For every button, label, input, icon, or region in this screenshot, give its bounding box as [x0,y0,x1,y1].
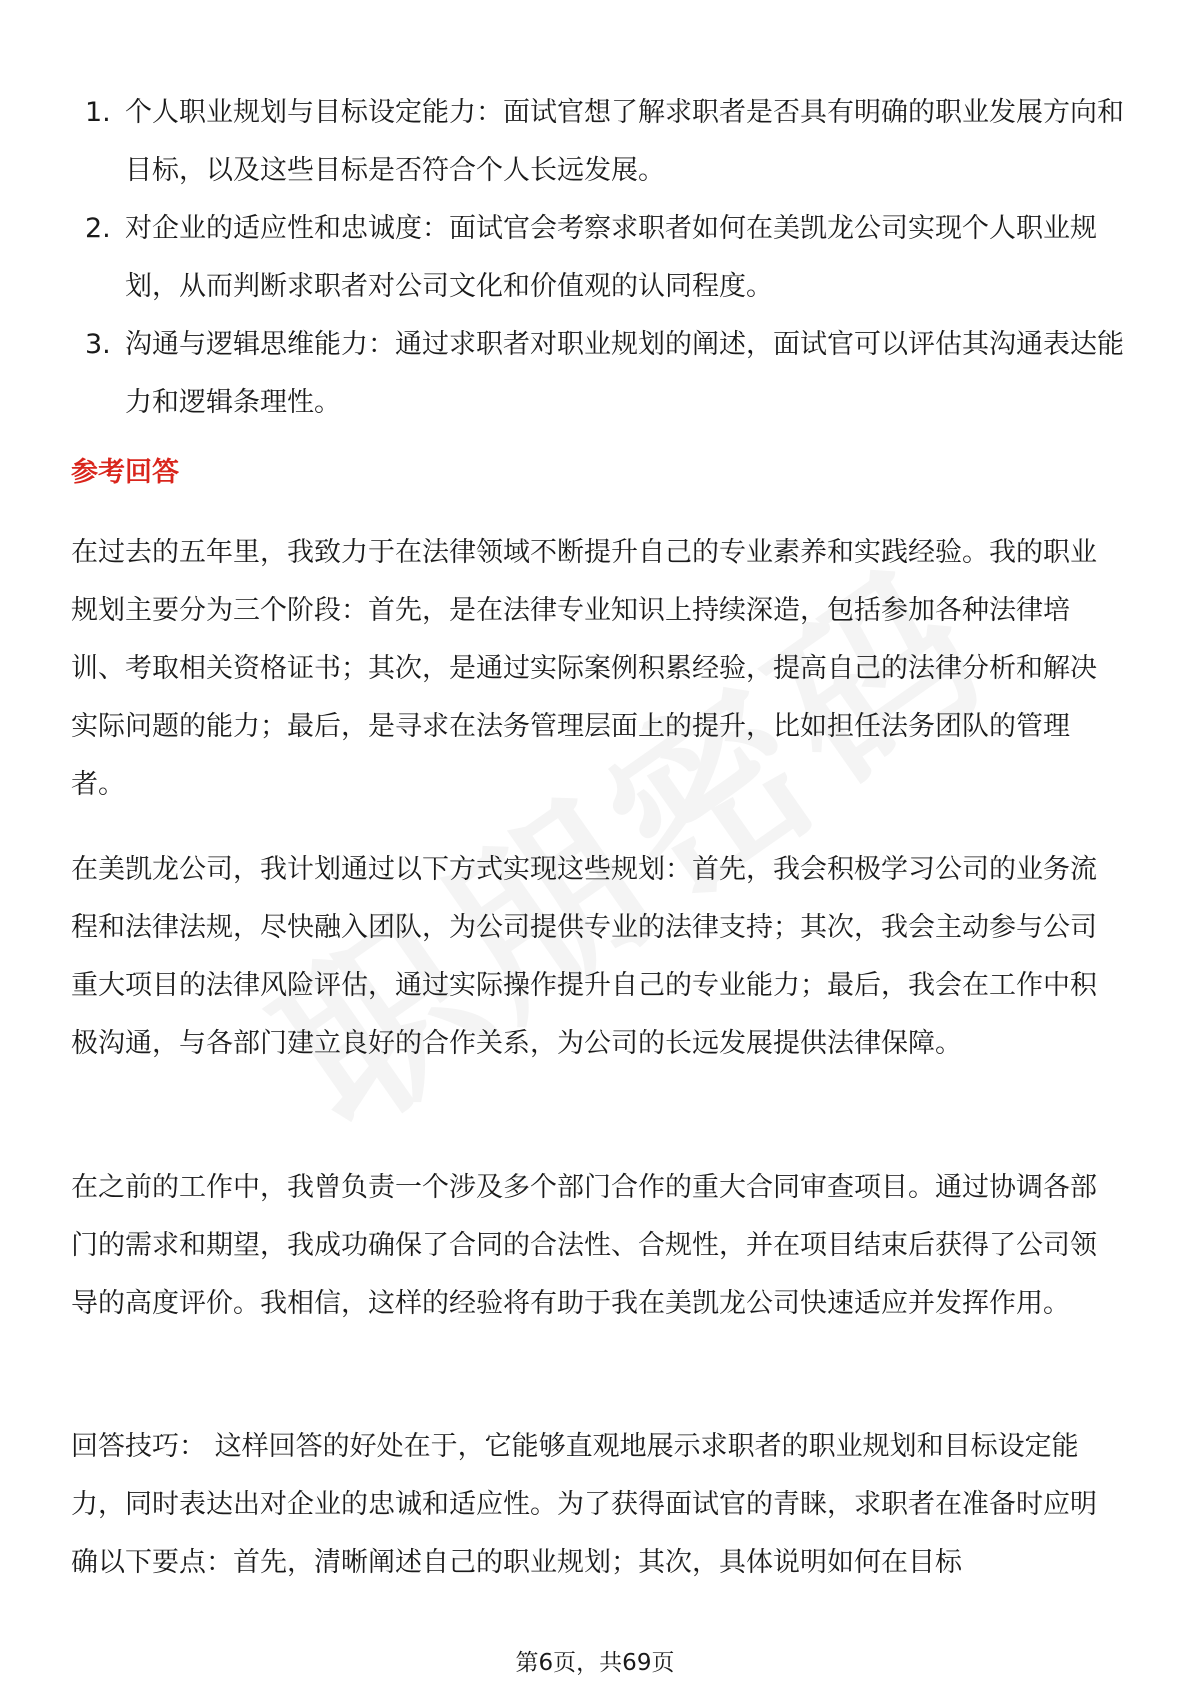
list-item-text: 个人职业规划与目标设定能力：面试官想了解求职者是否具有明确的职业发展方向和目标，以及这些目标是否符合个人长远发展。 [125,97,1124,186]
page-number: 第6页，共69页 [515,1650,675,1676]
list-item-number: 1. [85,97,111,128]
list-item-number: 3. [85,329,111,360]
list-item-text: 对企业的适应性和忠诚度：面试官会考察求职者如何在美凯龙公司实现个人职业规划，从而判断求职者对公司文化和价值观的认同程度。 [125,213,1097,302]
section-title: 参考回答 [71,457,179,488]
answer-paragraph: 在之前的工作中，我曾负责一个涉及多个部门合作的重大合同审查项目。通过协调各部门的需求和期望，我成功确保了合同的合法性、合规性，并在项目结束后获得了公司领导的高度评价。我相信，这样的经验将有助于我在美凯龙公司快速适应并发挥作用。 [71,1172,1097,1319]
list-item [85,84,1125,200]
answer-paragraph: 在过去的五年里，我致力于在法律领域不断提升自己的专业素养和实践经验。我的职业规划主要分为三个阶段：首先，是在法律专业知识上持续深造，包括参加各种法律培训、考取相关资格证书；其次，是通过实际案例积累经验，提高自己的法律分析和解决实际问题的能力；最后，是寻求在法务管理层面上的提升，比如担任法务团队的管理者。 [71,537,1097,800]
list-item [85,200,1125,316]
answer-paragraph: 在美凯龙公司，我计划通过以下方式实现这些规划：首先，我会积极学习公司的业务流程和法律法规，尽快融入团队，为公司提供专业的法律支持；其次，我会主动参与公司重大项目的法律风险评估，通过实际操作提升自己的专业能力；最后，我会在工作中积极沟通，与各部门建立良好的合作关系，为公司的长远发展提供法律保障。 [71,854,1097,1059]
numbered-list [85,84,1125,432]
list-item [85,316,1125,432]
list-item-text: 沟通与逻辑思维能力：通过求职者对职业规划的阐述，面试官可以评估其沟通表达能力和逻辑条理性。 [125,329,1124,418]
tips-paragraph: 回答技巧： 这样回答的好处在于，它能够直观地展示求职者的职业规划和目标设定能力，同时表达出对企业的忠诚和适应性。为了获得面试官的青睐，求职者在准备时应明确以下要点：首先，清晰阐述自己的职业规划；其次，具体说明如何在目标 [71,1431,1097,1578]
list-item-number: 2. [85,213,111,244]
